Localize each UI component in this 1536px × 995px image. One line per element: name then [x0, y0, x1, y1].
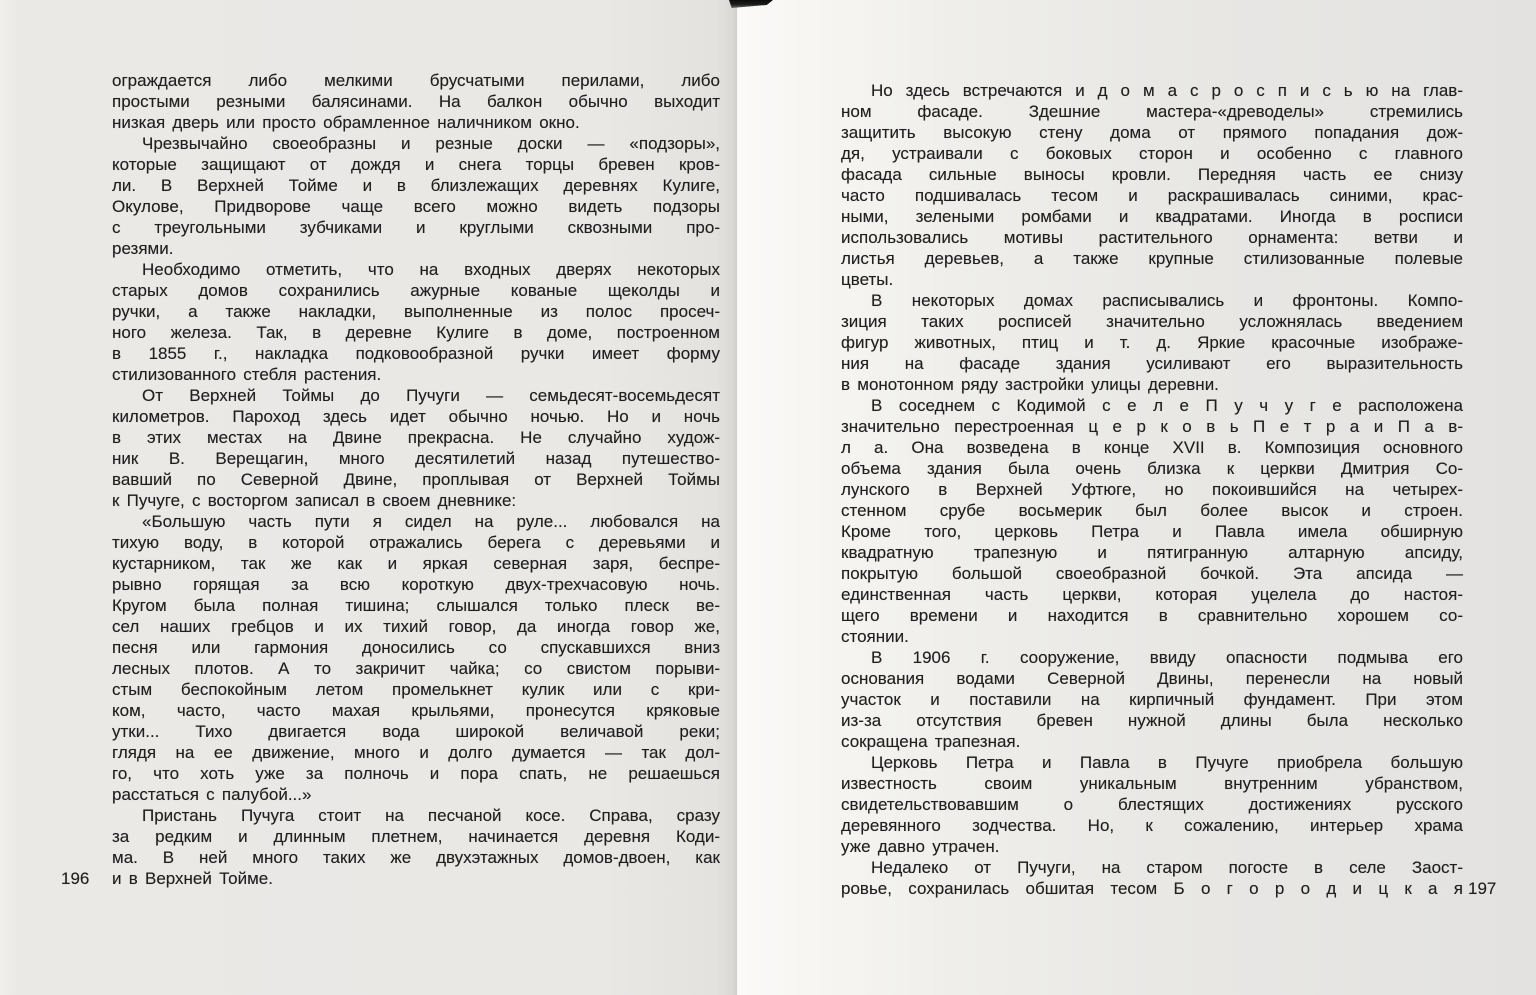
text-line: к Пучуге, с восторгом записал в своем дневнике:: [112, 491, 517, 510]
text-line: утки... Тихо двигается вода широкой величавой реки;: [112, 722, 720, 741]
text-line: ручки, а также накладки, выполненные из полос просеч-: [112, 302, 720, 321]
text-line: единственная часть церкви, которая уцелела до настоя-: [841, 585, 1463, 604]
text-line: Чрезвычайно своеобразны и резные доски — «подзоры»,: [142, 134, 720, 153]
text-line: Недалеко от Пучуги, на старом погосте в селе Заост-: [871, 858, 1463, 877]
text-line: цветы.: [841, 270, 894, 289]
text-line: Необходимо отметить, что на входных дверях некоторых: [142, 260, 720, 279]
text-line: стилизованного стебля растения.: [112, 365, 382, 384]
text-line: стым беспокойным летом промелькнет кулик или с кри-: [112, 680, 720, 699]
text-line: В 1906 г. сооружение, ввиду опасности подмыва его: [871, 648, 1463, 667]
text-line: В соседнем с Кодимой с е л е П у ч у г е расположена: [871, 396, 1463, 415]
text-line: которые защищают от дождя и снега торцы бревен кров-: [112, 155, 720, 174]
text-line: значительно перестроенная ц е р к о в ь П е т р а и П а в-: [841, 417, 1463, 436]
text-line: вавший по Северной Двине, проплывая от Верхней Тоймы: [112, 470, 720, 489]
text-line: тихую воду, в которой отражались берега с деревьями и: [112, 533, 720, 552]
text-line: Кроме того, церковь Петра и Павла имела обширную: [841, 522, 1463, 541]
text-line: сел наших гребцов и их тихий говор, да иногда говор же,: [112, 617, 720, 636]
text-line: старых домов сохранились ажурные кованые щеколды и: [112, 281, 720, 300]
text-line: из-за отсутствия бревен нужной длины была несколько: [841, 711, 1463, 730]
text-line: лунского в Верхней Уфтюге, но покоившийся на четырех-: [841, 480, 1463, 499]
paragraph: [112, 133, 720, 259]
paragraph: [841, 290, 1463, 395]
page-number-left: 196: [61, 869, 90, 888]
text-line: фигур животных, птиц и т. д. Яркие красочные изображе-: [841, 333, 1463, 352]
paragraph: [841, 857, 1463, 899]
paragraph: [841, 395, 1463, 647]
text-line: л а. Она возведена в конце XVII в. Композиция основного: [841, 438, 1463, 457]
text-line: Кругом была полная тишина; слышался только плеск ве-: [112, 596, 720, 615]
text-line: глядя на ее движение, много и долго думается — так дол-: [112, 743, 720, 762]
text-line: листья деревьев, а также крупные стилизованные полевые: [841, 249, 1463, 268]
text-line: ровье, сохранилась обшитая тесом Б о г о р о д и ц к а я: [841, 879, 1463, 898]
text-line: часто подшивалась тесом и раскрашивалась синими, крас-: [841, 186, 1463, 205]
paragraph: [112, 259, 720, 385]
text-line: покрытую большой своеобразной бочкой. Эта апсида —: [841, 564, 1463, 583]
text-line: го, что хоть уже за полночь и пора спать, не решаешься: [112, 764, 720, 783]
text-line: ограждается либо мелкими брусчатыми перилами, либо: [112, 71, 720, 90]
text-line: ными, зелеными ромбами и квадратами. Иногда в росписи: [841, 207, 1463, 226]
text-line: стоянии.: [841, 627, 909, 646]
text-line: дя, устраивали с боковых сторон и особенно с главного: [841, 144, 1463, 163]
left-page-text: [112, 70, 720, 889]
text-line: свидетельствовавшим о блестящих достижениях русского: [841, 795, 1463, 814]
text-line: расстаться с палубой...»: [112, 785, 312, 804]
text-line: лесных плотов. А то закричит чайка; со свистом порыви-: [112, 659, 720, 678]
text-line: ник В. Верещагин, много десятилетий назад путешество-: [112, 449, 720, 468]
text-line: основания водами Северной Двины, перенесли на новый: [841, 669, 1463, 688]
text-line: с треугольными зубчиками и круглыми сквозными про-: [112, 218, 720, 237]
text-line: зиция таких росписей значительно усложнялась введением: [841, 312, 1463, 331]
paragraph: [112, 511, 720, 805]
right-page-text: [841, 80, 1463, 899]
text-line: резями.: [112, 239, 174, 258]
text-line: фасада сильные выносы кровли. Передняя часть ее снизу: [841, 165, 1463, 184]
text-line: Окулове, Придворове чаще всего можно видеть подзоры: [112, 197, 720, 216]
text-line: От Верхней Тоймы до Пучуги — семьдесят-восемьдесят: [142, 386, 720, 405]
paragraph: [112, 70, 720, 133]
text-line: известность своим уникальным внутренним убранством,: [841, 774, 1463, 793]
text-line: объема здания была очень близка к церкви Дмитрия Со-: [841, 459, 1463, 478]
page-number-right: 197: [1468, 879, 1497, 898]
text-line: ма. В ней много таких же двухэтажных домов-двоен, как: [112, 848, 720, 867]
text-line: и в Верхней Тойме.: [112, 869, 273, 888]
text-line: Пристань Пучуга стоит на песчаной косе. Справа, сразу: [142, 806, 720, 825]
text-line: квадратную трапезную и пятигранную алтарную апсиду,: [841, 543, 1463, 562]
paragraph: [841, 80, 1463, 290]
text-line: в 1855 г., накладка подковообразной ручки имеет форму: [112, 344, 720, 363]
text-line: стенном срубе восьмерик был более высок и строен.: [841, 501, 1463, 520]
text-line: за редким и длинным плетнем, начинается деревня Коди-: [112, 827, 720, 846]
text-line: сокращена трапезная.: [841, 732, 1021, 751]
text-line: песня или гармония доносились со спускавшихся вниз: [112, 638, 720, 657]
text-line: Но здесь встречаются и д о м а с р о с п и с ь ю на глав-: [871, 81, 1463, 100]
text-line: участок и поставили на кирпичный фундамент. При этом: [841, 690, 1463, 709]
text-line: рывно горящая за всю короткую двух-трехчасовую ночь.: [112, 575, 720, 594]
text-line: ном фасаде. Здешние мастера-«древоделы» стремились: [841, 102, 1463, 121]
text-line: «Большую часть пути я сидел на руле... любовался на: [142, 512, 720, 531]
text-line: ного железа. Так, в деревне Кулиге в доме, построенном: [112, 323, 720, 342]
text-line: ли. В Верхней Тойме и в близлежащих деревнях Кулиге,: [112, 176, 720, 195]
text-line: простыми резными балясинами. На балкон обычно выходит: [112, 92, 720, 111]
text-line: в монотонном ряду застройки улицы деревни.: [841, 375, 1219, 394]
text-line: кустарником, так же как и яркая северная заря, беспре-: [112, 554, 720, 573]
text-line: в этих местах на Двине прекрасна. Не случайно худож-: [112, 428, 720, 447]
paragraph: [841, 647, 1463, 752]
text-line: низкая дверь или просто обрамленное наличником окно.: [112, 113, 580, 132]
text-line: уже давно утрачен.: [841, 837, 1000, 856]
paragraph: [112, 385, 720, 511]
text-line: В некоторых домах расписывались и фронтоны. Компо-: [871, 291, 1463, 310]
text-line: ния на фасаде здания усиливают его выразительность: [841, 354, 1463, 373]
paragraph: [112, 805, 720, 889]
text-line: километров. Пароход здесь идет обычно ночью. Но и ночь: [112, 407, 720, 426]
text-line: щего времени и находится в сравнительно хорошем со-: [841, 606, 1463, 625]
text-line: использовались мотивы растительного орнамента: ветви и: [841, 228, 1463, 247]
text-line: Церковь Петра и Павла в Пучуге приобрела большую: [871, 753, 1463, 772]
paragraph: [841, 752, 1463, 857]
text-line: деревянного зодчества. Но, к сожалению, интерьер храма: [841, 816, 1463, 835]
text-line: защитить высокую стену дома от прямого попадания дож-: [841, 123, 1463, 142]
text-line: ком, часто, часто махая крыльями, пронесутся кряковые: [112, 701, 720, 720]
